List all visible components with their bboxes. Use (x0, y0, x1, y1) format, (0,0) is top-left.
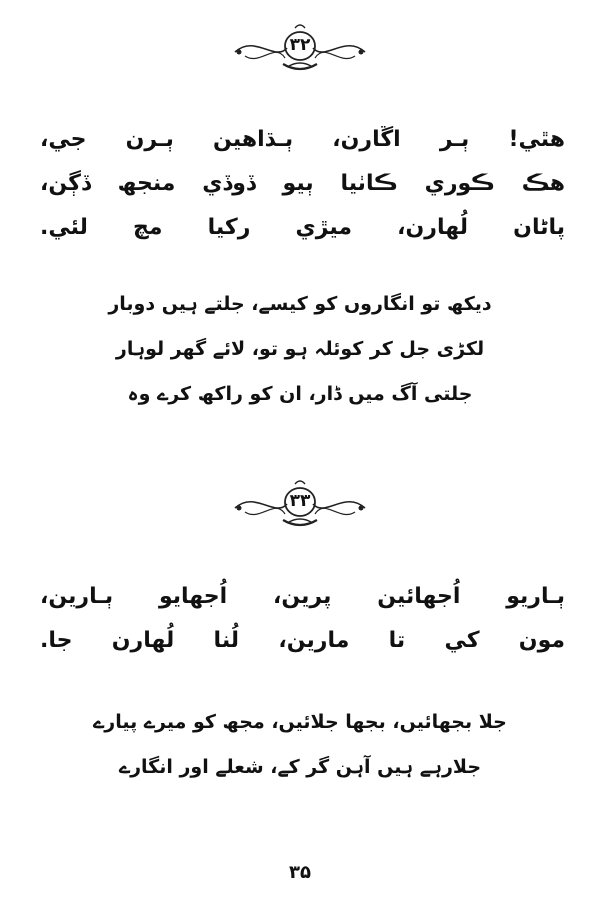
sindhi-verse-line: ٻـاريو اُجھائين پرين، اُجھايو ٻـارين، (40, 584, 565, 609)
verse-number: ۳۳ (289, 491, 311, 511)
urdu-translation (0, 282, 600, 417)
urdu-translation-line: لکڑی جل کر کوئلہ ہو تو، لائے گھر لوہار (115, 338, 485, 360)
sindhi-verse (40, 118, 565, 250)
urdu-translation (0, 700, 600, 790)
sindhi-verse-line: پاڻان لُهارن، ميڙي رکيا مچ لئي. (40, 215, 565, 240)
urdu-translation-line: جلا بجھائیں، بجھا جلائیں، مجھ کو میرے پیارے (93, 711, 507, 733)
sindhi-verse (40, 575, 565, 663)
page-number: ۳۵ (289, 862, 311, 883)
urdu-translation-line: جلارہے ہیں آہن گر کے، شعلے اور انگارے (118, 756, 482, 778)
verse-number-ornament (225, 22, 375, 74)
sindhi-verse-line: مون کي تا مارين، لُنا لُهارن جا. (40, 628, 565, 653)
verse-number: ۳۲ (289, 35, 311, 55)
verse-number-ornament (225, 478, 375, 530)
urdu-translation-line: جلتی آگ میں ڈار، ان کو راکھ کرے وہ (127, 383, 473, 405)
sindhi-verse-line: هٿي! ٻـر اڱارن، ٻـڌاهين ٻـرن جي، (40, 127, 565, 152)
urdu-translation-line: دیکھ تو انگاروں کو کیسے، جلتے ہیں دوبار (108, 293, 492, 315)
sindhi-verse-line: هڪ ڪوري ڪاٺيا ٻيو ڏوڏي منجھ ڏڳن، (40, 171, 565, 196)
